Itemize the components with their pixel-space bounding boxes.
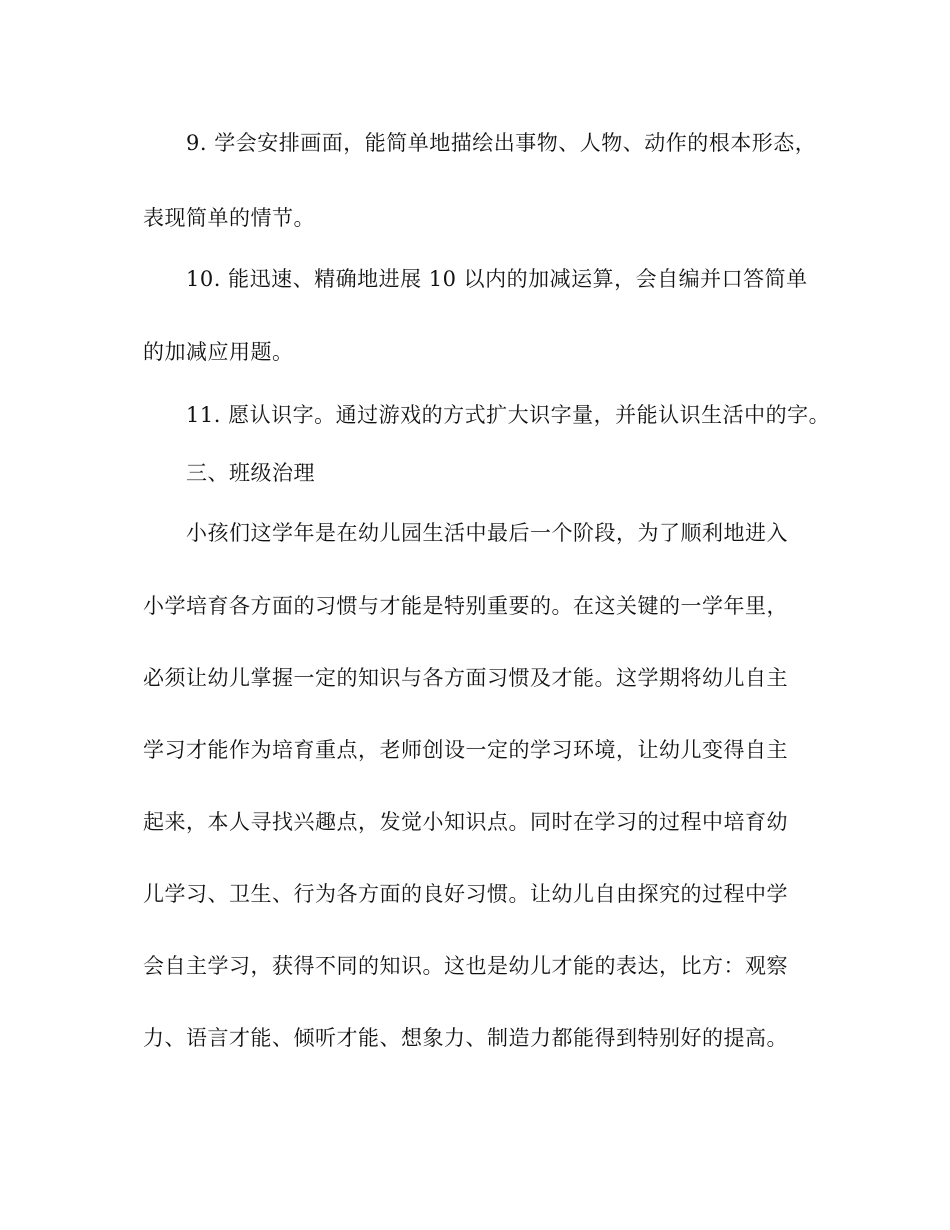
text-line: 小孩们这学年是在幼儿园生活中最后一个阶段，为了顺利地进入 (186, 521, 788, 545)
text-line: 小学培育各方面的习惯与才能是特别重要的。在这关键的一学年里， (143, 594, 788, 618)
text-line: 必须让幼儿掌握一定的知识与各方面习惯及才能。这学期将幼儿自主 (143, 666, 788, 690)
text-line: 学习才能作为培育重点，老师创设一定的学习环境，让幼儿变得自主 (143, 738, 788, 762)
text-line: 的加减应用题。 (143, 340, 294, 364)
text-line: 儿学习、卫生、行为各方面的良好习惯。让幼儿自由探究的过程中学 (143, 882, 788, 906)
text-line: 起来，本人寻找兴趣点，发觉小知识点。同时在学习的过程中培育幼 (143, 810, 788, 834)
text-line: 力、语言才能、倾听才能、想象力、制造力都能得到特别好的提高。 (143, 1026, 788, 1050)
text-line: 会自主学习，获得不同的知识。这也是幼儿才能的表达，比方：观察 (143, 954, 788, 978)
text-line: 表现简单的情节。 (143, 206, 315, 230)
text-line: 9. 学会安排画面，能简单地描绘出事物、人物、动作的根本形态， (186, 131, 817, 155)
section-heading: 三、班级治理 (186, 461, 315, 485)
text-line: 10. 能迅速、精确地进展 10 以内的加减运算，会自编并口答简单 (186, 267, 808, 291)
text-line: 11. 愿认识字。通过游戏的方式扩大识字量，并能认识生活中的字。 (186, 403, 831, 427)
